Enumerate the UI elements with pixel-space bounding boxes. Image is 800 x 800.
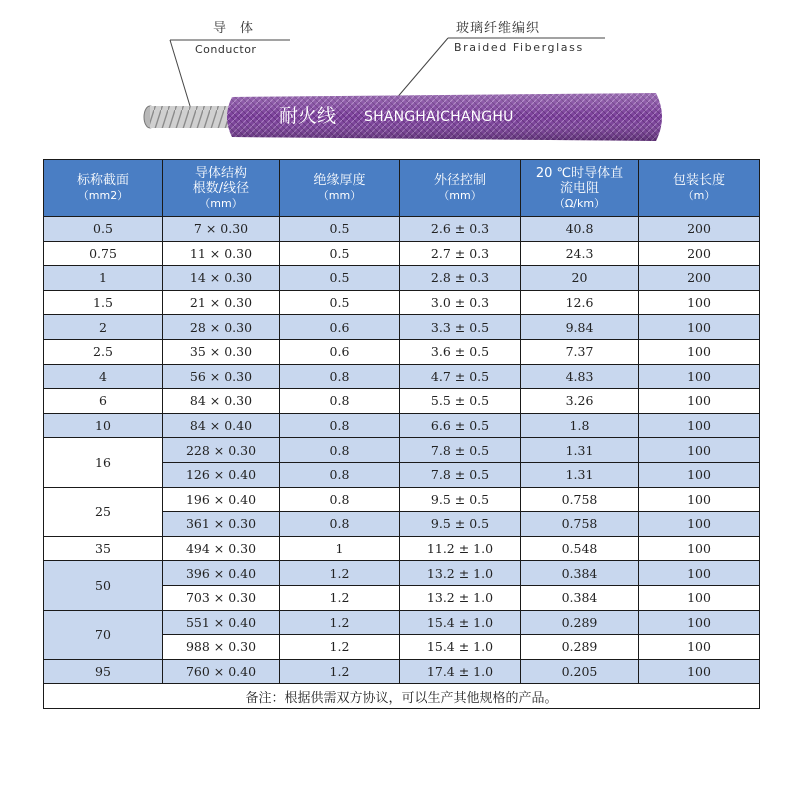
cell-resistance: 1.8 [521, 413, 639, 438]
header-section-unit: （mm2） [77, 189, 129, 202]
cell-diameter: 2.6 ± 0.3 [400, 217, 521, 242]
cell-resistance: 4.83 [521, 364, 639, 389]
cell-insulation: 0.8 [280, 364, 400, 389]
cell-insulation: 0.8 [280, 389, 400, 414]
table-row [44, 364, 760, 389]
header-diameter [400, 160, 521, 217]
cell-insulation: 1.2 [280, 610, 400, 635]
cell-resistance: 24.3 [521, 241, 639, 266]
cell-section: 4 [44, 364, 163, 389]
header-diameter-title: 外径控制 [433, 173, 486, 188]
cell-section: 70 [44, 610, 163, 659]
cell-section: 2 [44, 315, 163, 340]
cell-insulation: 0.8 [280, 413, 400, 438]
cell-diameter: 13.2 ± 1.0 [400, 585, 521, 610]
header-resistance-unit: （Ω/km） [553, 196, 606, 210]
table-row [44, 339, 760, 364]
cell-structure: 551 × 0.40 [163, 610, 280, 635]
brand-name-cn: 耐火线 [279, 105, 337, 127]
conductor-label-en: Conductor [195, 43, 257, 56]
header-resistance-sub: 流电阻 [559, 180, 599, 196]
cell-structure: 14 × 0.30 [163, 266, 280, 291]
table-note: 备注：根据供需双方协议，可以生产其他规格的产品。 [44, 684, 760, 709]
cell-insulation: 0.8 [280, 438, 400, 463]
cell-resistance: 0.384 [521, 561, 639, 586]
cell-structure: 396 × 0.40 [163, 561, 280, 586]
cell-length: 100 [639, 290, 760, 315]
braid-label-cn: 玻璃纤维编织 [456, 21, 541, 36]
cell-section: 10 [44, 413, 163, 438]
header-section [44, 160, 163, 217]
header-diameter-unit: （mm） [438, 189, 482, 202]
cell-resistance: 0.289 [521, 635, 639, 660]
table-row [44, 389, 760, 414]
table-row [44, 413, 760, 438]
cell-length: 100 [639, 438, 760, 463]
cell-length: 100 [639, 585, 760, 610]
cell-structure: 21 × 0.30 [163, 290, 280, 315]
cell-insulation: 0.8 [280, 462, 400, 487]
cell-insulation: 0.5 [280, 241, 400, 266]
cell-section: 95 [44, 659, 163, 684]
cell-length: 100 [639, 512, 760, 537]
cell-diameter: 13.2 ± 1.0 [400, 561, 521, 586]
cell-structure: 126 × 0.40 [163, 462, 280, 487]
cell-structure: 84 × 0.40 [163, 413, 280, 438]
cell-resistance: 0.289 [521, 610, 639, 635]
cell-insulation: 1.2 [280, 585, 400, 610]
header-section-title: 标称截面 [76, 173, 129, 188]
cell-structure: 760 × 0.40 [163, 659, 280, 684]
cell-length: 100 [639, 315, 760, 340]
cell-diameter: 3.0 ± 0.3 [400, 290, 521, 315]
cell-diameter: 15.4 ± 1.0 [400, 610, 521, 635]
cell-section: 1.5 [44, 290, 163, 315]
cell-length: 100 [639, 389, 760, 414]
cell-diameter: 15.4 ± 1.0 [400, 635, 521, 660]
cell-diameter: 6.6 ± 0.5 [400, 413, 521, 438]
cell-length: 200 [639, 266, 760, 291]
table-row [44, 241, 760, 266]
cell-insulation: 0.8 [280, 487, 400, 512]
cell-section: 16 [44, 438, 163, 487]
conductor-strands [150, 106, 240, 128]
cell-resistance: 0.205 [521, 659, 639, 684]
cell-insulation: 0.8 [280, 512, 400, 537]
cell-resistance: 0.548 [521, 536, 639, 561]
table-header-row [44, 160, 760, 217]
cell-section: 35 [44, 536, 163, 561]
cell-diameter: 3.3 ± 0.5 [400, 315, 521, 340]
cell-length: 100 [639, 413, 760, 438]
header-structure [163, 160, 280, 217]
table-row [44, 536, 760, 561]
cell-structure: 361 × 0.30 [163, 512, 280, 537]
table-row [44, 438, 760, 463]
cell-resistance: 0.758 [521, 512, 639, 537]
cell-resistance: 1.31 [521, 438, 639, 463]
cell-section: 1 [44, 266, 163, 291]
cell-structure: 988 × 0.30 [163, 635, 280, 660]
cell-insulation: 0.6 [280, 339, 400, 364]
cell-insulation: 0.5 [280, 290, 400, 315]
cell-section: 6 [44, 389, 163, 414]
cell-insulation: 1.2 [280, 561, 400, 586]
cell-length: 200 [639, 217, 760, 242]
cell-length: 100 [639, 659, 760, 684]
cell-length: 100 [639, 610, 760, 635]
cell-diameter: 5.5 ± 0.5 [400, 389, 521, 414]
cell-section: 50 [44, 561, 163, 610]
cell-insulation: 1.2 [280, 659, 400, 684]
header-structure-unit: （mm） [199, 196, 243, 210]
cell-length: 100 [639, 635, 760, 660]
cable-drawing [0, 0, 800, 150]
table-row [44, 659, 760, 684]
cell-section: 0.5 [44, 217, 163, 242]
cell-diameter: 2.8 ± 0.3 [400, 266, 521, 291]
spec-table [43, 159, 760, 709]
cell-diameter: 7.8 ± 0.5 [400, 438, 521, 463]
cell-diameter: 9.5 ± 0.5 [400, 512, 521, 537]
cell-resistance: 12.6 [521, 290, 639, 315]
cell-length: 100 [639, 487, 760, 512]
header-insulation-title: 绝缘厚度 [313, 173, 366, 188]
table-row [44, 217, 760, 242]
table-note-row [44, 684, 760, 709]
cell-structure: 228 × 0.30 [163, 438, 280, 463]
table-row [44, 315, 760, 340]
table-row [44, 487, 760, 512]
cell-insulation: 1 [280, 536, 400, 561]
header-length-unit: （m） [682, 189, 716, 202]
table-row [44, 610, 760, 635]
table-row [44, 266, 760, 291]
cell-diameter: 2.7 ± 0.3 [400, 241, 521, 266]
cell-diameter: 7.8 ± 0.5 [400, 462, 521, 487]
cell-resistance: 9.84 [521, 315, 639, 340]
cell-section: 2.5 [44, 339, 163, 364]
header-length-title: 包装长度 [672, 173, 725, 188]
cell-section: 25 [44, 487, 163, 536]
header-insulation [280, 160, 400, 217]
cell-resistance: 3.26 [521, 389, 639, 414]
header-structure-title: 导体结构 [194, 165, 247, 181]
cell-structure: 28 × 0.30 [163, 315, 280, 340]
cell-insulation: 1.2 [280, 635, 400, 660]
cell-diameter: 17.4 ± 1.0 [400, 659, 521, 684]
cell-structure: 7 × 0.30 [163, 217, 280, 242]
header-resistance-title: 20 ℃时导体直 [535, 165, 624, 181]
cell-resistance: 0.384 [521, 585, 639, 610]
cell-diameter: 11.2 ± 1.0 [400, 536, 521, 561]
cell-diameter: 3.6 ± 0.5 [400, 339, 521, 364]
cell-structure: 196 × 0.40 [163, 487, 280, 512]
brand-name-en: SHANGHAICHANGHU [364, 109, 514, 125]
cell-structure: 703 × 0.30 [163, 585, 280, 610]
cell-insulation: 0.6 [280, 315, 400, 340]
cell-insulation: 0.5 [280, 266, 400, 291]
header-resistance [521, 160, 639, 217]
cell-resistance: 1.31 [521, 462, 639, 487]
cell-insulation: 0.5 [280, 217, 400, 242]
braid-label-en: Braided Fiberglass [454, 41, 584, 54]
table-row [44, 561, 760, 586]
cell-structure: 56 × 0.30 [163, 364, 280, 389]
cell-diameter: 4.7 ± 0.5 [400, 364, 521, 389]
cell-length: 100 [639, 339, 760, 364]
cell-structure: 35 × 0.30 [163, 339, 280, 364]
cell-resistance: 40.8 [521, 217, 639, 242]
table-row [44, 290, 760, 315]
header-structure-sub: 根数/线径 [192, 180, 250, 196]
header-insulation-unit: （mm） [317, 189, 362, 202]
cell-length: 100 [639, 462, 760, 487]
cell-length: 100 [639, 536, 760, 561]
cell-resistance: 7.37 [521, 339, 639, 364]
cell-diameter: 9.5 ± 0.5 [400, 487, 521, 512]
cell-length: 100 [639, 561, 760, 586]
cell-length: 200 [639, 241, 760, 266]
cell-structure: 11 × 0.30 [163, 241, 280, 266]
cell-resistance: 0.758 [521, 487, 639, 512]
cell-structure: 494 × 0.30 [163, 536, 280, 561]
cell-structure: 84 × 0.30 [163, 389, 280, 414]
cell-section: 0.75 [44, 241, 163, 266]
cable-illustration [0, 0, 800, 150]
header-length [639, 160, 760, 217]
cell-resistance: 20 [521, 266, 639, 291]
conductor-label-cn: 导体 [213, 21, 268, 36]
cell-length: 100 [639, 364, 760, 389]
